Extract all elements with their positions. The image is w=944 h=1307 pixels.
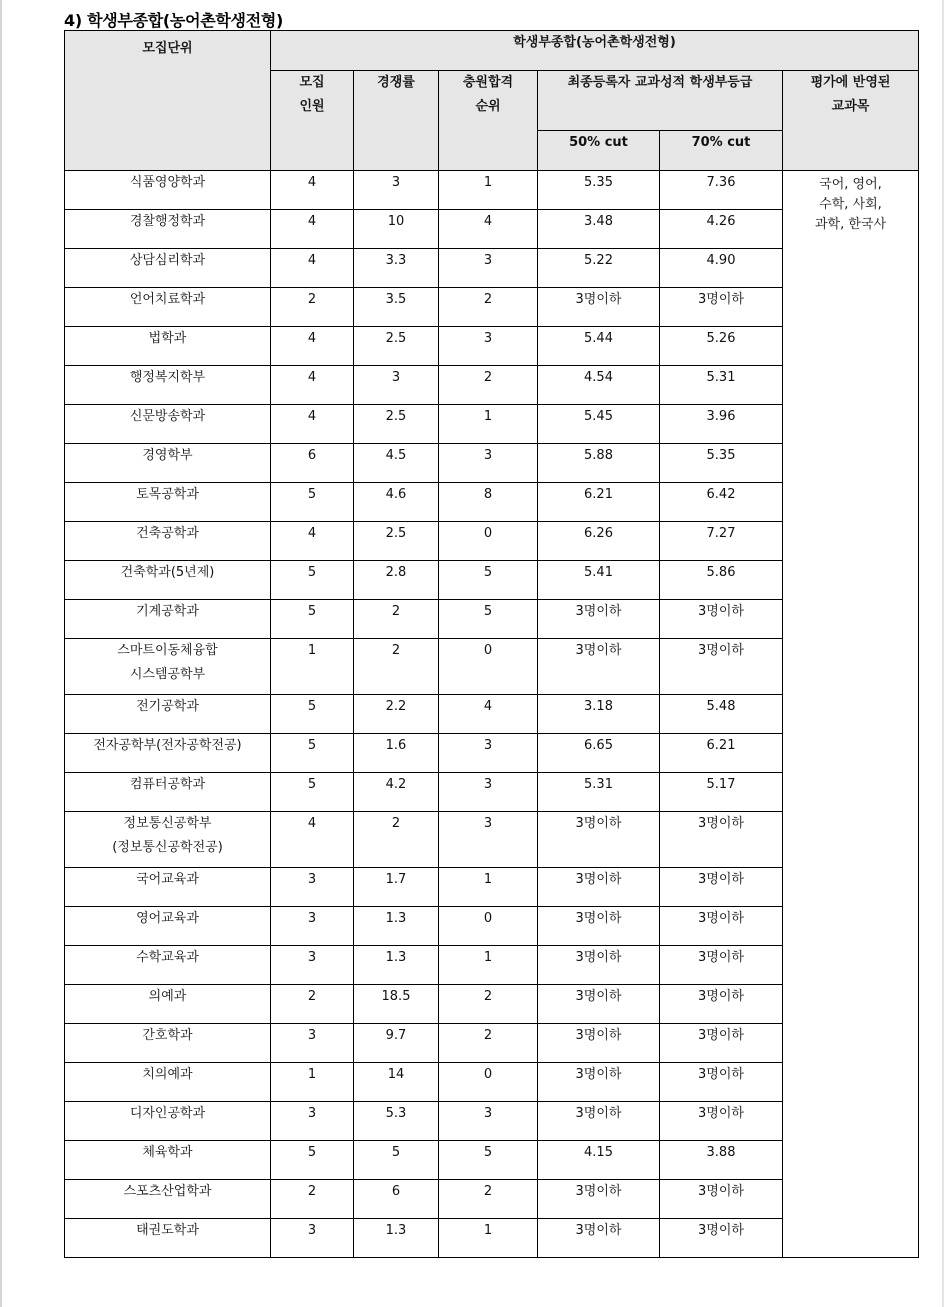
cell-unit — [65, 695, 271, 734]
cell-cut70: 3명이하 — [660, 1102, 783, 1141]
cell-waitlist: 3 — [439, 773, 538, 812]
cell-competition: 2.5 — [354, 405, 439, 444]
unit-name-line: 디자인공학과 — [129, 1106, 206, 1121]
cell-cut70: 3명이하 — [660, 288, 783, 327]
cell-competition: 6 — [354, 1180, 439, 1219]
cell-unit — [65, 600, 271, 639]
cell-cut70: 5.86 — [660, 561, 783, 600]
unit-name-line: 전기공학과 — [136, 699, 199, 714]
cell-recruit: 5 — [271, 483, 354, 522]
cell-unit — [65, 327, 271, 366]
cell-recruit: 3 — [271, 946, 354, 985]
cell-waitlist: 1 — [439, 946, 538, 985]
header-waitlist — [439, 71, 538, 171]
cell-waitlist: 0 — [439, 522, 538, 561]
cell-recruit: 5 — [271, 600, 354, 639]
unit-name-line: 건축학과(5년제) — [120, 565, 215, 580]
cell-cut50: 3명이하 — [538, 1180, 660, 1219]
page-left-edge — [0, 0, 2, 1307]
unit-name-line: 스포츠산업학과 — [123, 1184, 212, 1199]
cell-competition: 1.3 — [354, 907, 439, 946]
cell-recruit: 3 — [271, 1024, 354, 1063]
subjects-line: 국어, 영어, — [819, 177, 882, 192]
unit-name-line: 경찰행정학과 — [129, 214, 206, 229]
cell-recruit: 2 — [271, 288, 354, 327]
cell-cut70: 7.27 — [660, 522, 783, 561]
cell-cut70: 3명이하 — [660, 946, 783, 985]
cell-recruit: 6 — [271, 444, 354, 483]
cell-unit — [65, 483, 271, 522]
cell-recruit: 1 — [271, 639, 354, 695]
cell-cut70: 3명이하 — [660, 639, 783, 695]
unit-name-line: 행정복지학부 — [129, 370, 206, 385]
cell-cut50: 3명이하 — [538, 907, 660, 946]
cell-recruit: 3 — [271, 1102, 354, 1141]
unit-name-line: 컴퓨터공학과 — [129, 777, 206, 792]
cell-cut70: 3.96 — [660, 405, 783, 444]
cell-cut70: 3명이하 — [660, 1063, 783, 1102]
cell-waitlist: 0 — [439, 907, 538, 946]
cell-cut50: 5.35 — [538, 171, 660, 210]
unit-name-line: 법학과 — [148, 331, 187, 346]
cell-recruit: 4 — [271, 249, 354, 288]
cell-competition: 1.3 — [354, 946, 439, 985]
header-grades: 최종등록자 교과성적 학생부등급 — [538, 71, 783, 131]
cell-unit — [65, 366, 271, 405]
cell-competition: 3.3 — [354, 249, 439, 288]
cell-unit — [65, 1063, 271, 1102]
header-waitlist-line1: 충원합격 — [462, 75, 514, 90]
unit-name-line: 영어교육과 — [136, 911, 199, 926]
cell-recruit: 4 — [271, 327, 354, 366]
cell-recruit: 5 — [271, 695, 354, 734]
cell-cut50: 6.21 — [538, 483, 660, 522]
cell-recruit: 4 — [271, 210, 354, 249]
unit-name-line: 치의예과 — [142, 1067, 193, 1082]
cell-waitlist: 1 — [439, 405, 538, 444]
cell-unit — [65, 1024, 271, 1063]
cell-recruit: 4 — [271, 366, 354, 405]
cell-unit — [65, 288, 271, 327]
header-cut70: 70% cut — [660, 131, 783, 171]
cell-waitlist: 1 — [439, 171, 538, 210]
cell-unit — [65, 868, 271, 907]
cell-unit — [65, 522, 271, 561]
cell-competition: 14 — [354, 1063, 439, 1102]
cell-cut70: 5.31 — [660, 366, 783, 405]
unit-name-line: 국어교육과 — [136, 872, 199, 887]
unit-name-line: 의예과 — [148, 989, 187, 1004]
cell-cut70: 3명이하 — [660, 1180, 783, 1219]
cell-subjects — [783, 171, 919, 1258]
cell-competition: 2.5 — [354, 522, 439, 561]
cell-waitlist: 1 — [439, 868, 538, 907]
cell-cut50: 3명이하 — [538, 600, 660, 639]
cell-competition: 3.5 — [354, 288, 439, 327]
cell-cut50: 5.31 — [538, 773, 660, 812]
cell-competition: 2.2 — [354, 695, 439, 734]
cell-waitlist: 2 — [439, 1180, 538, 1219]
cell-waitlist: 5 — [439, 600, 538, 639]
cell-cut50: 5.45 — [538, 405, 660, 444]
cell-waitlist: 2 — [439, 985, 538, 1024]
cell-waitlist: 2 — [439, 1024, 538, 1063]
unit-name-line: 정보통신공학부 — [123, 816, 212, 831]
header-recruit-line1: 모집 — [299, 75, 325, 90]
unit-name-line: 경영학부 — [142, 448, 193, 463]
cell-unit — [65, 734, 271, 773]
cell-waitlist: 3 — [439, 327, 538, 366]
cell-cut70: 4.90 — [660, 249, 783, 288]
unit-name-line: 기계공학과 — [136, 604, 199, 619]
header-unit: 모집단위 — [65, 31, 271, 171]
cell-cut70: 3명이하 — [660, 868, 783, 907]
cell-waitlist: 0 — [439, 1063, 538, 1102]
cell-recruit: 3 — [271, 868, 354, 907]
cell-cut70: 3명이하 — [660, 907, 783, 946]
cell-cut50: 3명이하 — [538, 1063, 660, 1102]
header-competition: 경쟁률 — [354, 71, 439, 171]
unit-name-line: 태권도학과 — [136, 1223, 199, 1238]
unit-name-line: 수학교육과 — [136, 950, 199, 965]
cell-cut50: 4.54 — [538, 366, 660, 405]
cell-cut70: 7.36 — [660, 171, 783, 210]
cell-unit — [65, 1102, 271, 1141]
cell-unit — [65, 639, 271, 695]
header-subjects-line1: 평가에 반영된 — [810, 75, 891, 90]
cell-unit — [65, 985, 271, 1024]
cell-cut50: 5.41 — [538, 561, 660, 600]
cell-cut50: 3명이하 — [538, 288, 660, 327]
cell-competition: 2.8 — [354, 561, 439, 600]
subjects-line: 과학, 한국사 — [814, 217, 887, 232]
cell-cut70: 5.35 — [660, 444, 783, 483]
cell-cut50: 3.48 — [538, 210, 660, 249]
unit-name-line: 스마트이동체융합 — [117, 643, 218, 658]
unit-name-line: 신문방송학과 — [129, 409, 206, 424]
unit-name-line: (정보통신공학전공) — [112, 840, 223, 855]
cell-cut70: 4.26 — [660, 210, 783, 249]
cell-cut50: 3명이하 — [538, 639, 660, 695]
unit-name-line: 토목공학과 — [136, 487, 199, 502]
cell-competition: 4.6 — [354, 483, 439, 522]
cell-competition: 3 — [354, 171, 439, 210]
cell-competition: 1.7 — [354, 868, 439, 907]
cell-competition: 2 — [354, 812, 439, 868]
cell-cut50: 5.44 — [538, 327, 660, 366]
cell-recruit: 4 — [271, 812, 354, 868]
cell-unit — [65, 812, 271, 868]
cell-cut50: 6.65 — [538, 734, 660, 773]
cell-unit — [65, 1180, 271, 1219]
cell-waitlist: 8 — [439, 483, 538, 522]
admission-results-table — [64, 30, 919, 1258]
cell-cut50: 3명이하 — [538, 868, 660, 907]
cell-unit — [65, 907, 271, 946]
cell-competition: 5 — [354, 1141, 439, 1180]
unit-name-line: 건축공학과 — [136, 526, 199, 541]
table-row — [65, 171, 919, 210]
cell-competition: 1.3 — [354, 1219, 439, 1258]
cell-cut70: 6.42 — [660, 483, 783, 522]
cell-unit — [65, 405, 271, 444]
cell-cut70: 3명이하 — [660, 600, 783, 639]
cell-cut70: 3.88 — [660, 1141, 783, 1180]
cell-recruit: 4 — [271, 405, 354, 444]
cell-waitlist: 3 — [439, 1102, 538, 1141]
cell-unit — [65, 561, 271, 600]
cell-cut50: 3명이하 — [538, 985, 660, 1024]
header-subjects-line2: 교과목 — [831, 99, 870, 114]
cell-recruit: 1 — [271, 1063, 354, 1102]
cell-competition: 9.7 — [354, 1024, 439, 1063]
unit-name-line: 상담심리학과 — [129, 253, 206, 268]
unit-name-line: 간호학과 — [142, 1028, 193, 1043]
cell-cut70: 3명이하 — [660, 1219, 783, 1258]
cell-cut50: 4.15 — [538, 1141, 660, 1180]
cell-recruit: 5 — [271, 734, 354, 773]
cell-cut50: 3명이하 — [538, 1219, 660, 1258]
cell-waitlist: 3 — [439, 249, 538, 288]
cell-recruit: 4 — [271, 171, 354, 210]
cell-recruit: 5 — [271, 561, 354, 600]
cell-unit — [65, 1141, 271, 1180]
cell-waitlist: 4 — [439, 210, 538, 249]
cell-waitlist: 0 — [439, 639, 538, 695]
cell-waitlist: 3 — [439, 812, 538, 868]
cell-unit — [65, 1219, 271, 1258]
cell-cut70: 3명이하 — [660, 1024, 783, 1063]
cell-cut50: 5.22 — [538, 249, 660, 288]
unit-name-line: 식품영양학과 — [129, 175, 206, 190]
cell-cut50: 3.18 — [538, 695, 660, 734]
cell-recruit: 3 — [271, 1219, 354, 1258]
cell-competition: 4.5 — [354, 444, 439, 483]
cell-recruit: 3 — [271, 907, 354, 946]
cell-competition: 3 — [354, 366, 439, 405]
cell-competition: 1.6 — [354, 734, 439, 773]
subjects-line: 수학, 사회, — [819, 197, 882, 212]
cell-competition: 4.2 — [354, 773, 439, 812]
cell-unit — [65, 773, 271, 812]
cell-waitlist: 4 — [439, 695, 538, 734]
cell-waitlist: 2 — [439, 288, 538, 327]
cell-cut50: 6.26 — [538, 522, 660, 561]
header-cut50: 50% cut — [538, 131, 660, 171]
table-body — [65, 171, 919, 1258]
cell-cut70: 5.26 — [660, 327, 783, 366]
cell-competition: 18.5 — [354, 985, 439, 1024]
cell-unit — [65, 249, 271, 288]
cell-cut50: 3명이하 — [538, 812, 660, 868]
header-recruit — [271, 71, 354, 171]
cell-competition: 2.5 — [354, 327, 439, 366]
cell-recruit: 2 — [271, 985, 354, 1024]
unit-name-line: 체육학과 — [142, 1145, 193, 1160]
cell-unit — [65, 210, 271, 249]
cell-cut70: 5.17 — [660, 773, 783, 812]
unit-name-line: 언어치료학과 — [129, 292, 206, 307]
cell-unit — [65, 444, 271, 483]
cell-waitlist: 5 — [439, 1141, 538, 1180]
header-subjects — [783, 71, 919, 171]
cell-cut50: 5.88 — [538, 444, 660, 483]
unit-name-line: 시스템공학부 — [129, 667, 206, 682]
header-waitlist-line2: 순위 — [475, 99, 501, 114]
cell-unit — [65, 946, 271, 985]
cell-cut70: 5.48 — [660, 695, 783, 734]
cell-cut50: 3명이하 — [538, 946, 660, 985]
cell-competition: 5.3 — [354, 1102, 439, 1141]
cell-competition: 2 — [354, 600, 439, 639]
unit-name-line: 전자공학부(전자공학전공) — [93, 738, 242, 753]
cell-cut70: 6.21 — [660, 734, 783, 773]
cell-cut50: 3명이하 — [538, 1024, 660, 1063]
cell-recruit: 4 — [271, 522, 354, 561]
cell-waitlist: 3 — [439, 734, 538, 773]
cell-recruit: 2 — [271, 1180, 354, 1219]
cell-waitlist: 2 — [439, 366, 538, 405]
header-group: 학생부종합(농어촌학생전형) — [271, 31, 919, 71]
cell-waitlist: 5 — [439, 561, 538, 600]
cell-recruit: 5 — [271, 773, 354, 812]
section-title: 4) 학생부종합(농어촌학생전형) — [64, 11, 284, 30]
cell-waitlist: 1 — [439, 1219, 538, 1258]
cell-cut70: 3명이하 — [660, 985, 783, 1024]
cell-cut50: 3명이하 — [538, 1102, 660, 1141]
cell-recruit: 5 — [271, 1141, 354, 1180]
cell-competition: 2 — [354, 639, 439, 695]
header-recruit-line2: 인원 — [299, 99, 325, 114]
cell-waitlist: 3 — [439, 444, 538, 483]
cell-unit — [65, 171, 271, 210]
cell-competition: 10 — [354, 210, 439, 249]
cell-cut70: 3명이하 — [660, 812, 783, 868]
